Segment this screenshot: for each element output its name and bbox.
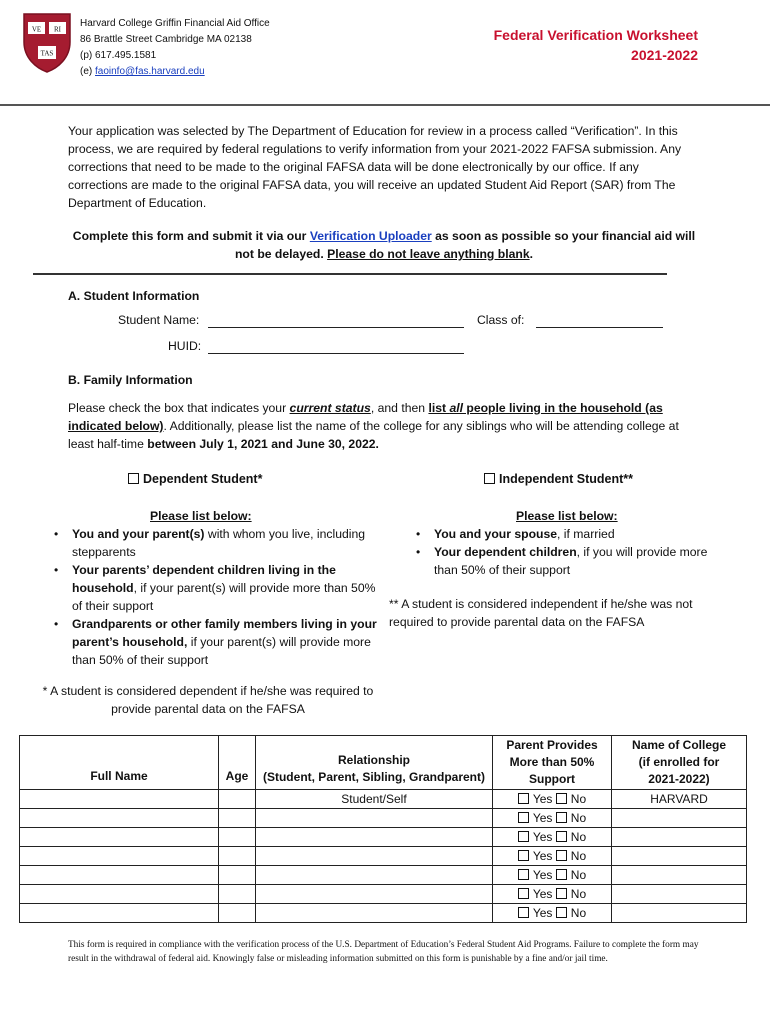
header-divider	[0, 104, 770, 106]
dep-item3-rest: if your parent(s) will provide more than 50% of their support	[72, 635, 371, 667]
yes-checkbox[interactable]	[518, 888, 529, 899]
support-cell	[493, 847, 612, 866]
age-cell[interactable]	[219, 790, 256, 809]
class-of-label: Class of:	[477, 313, 525, 327]
dependent-list	[54, 525, 380, 669]
ind-item1-bold: You and your spouse	[434, 527, 558, 541]
dep-item1-rest: with whom you live, including stepparents	[72, 527, 366, 559]
table-row	[20, 790, 747, 809]
ind-item2-bold: Your dependent children	[434, 545, 577, 559]
fam-text-3: , and then	[370, 401, 429, 415]
office-address: 86 Brattle Street Cambridge MA 02138	[80, 34, 252, 45]
relationship-cell[interactable]	[256, 904, 493, 923]
fam-text-7: . Additionally, please list the name of the college for any siblings who will be attending college at least half-time	[68, 419, 679, 451]
col-pp-3: Support	[529, 772, 575, 786]
list-item	[416, 525, 726, 543]
dependent-checkbox[interactable]	[128, 473, 139, 484]
yes-label: Yes	[532, 868, 553, 882]
yes-label: Yes	[532, 887, 553, 901]
fam-list: list	[428, 401, 450, 415]
college-cell[interactable]	[612, 828, 747, 847]
college-cell[interactable]	[612, 847, 747, 866]
table-row	[20, 866, 747, 885]
table-header-row	[20, 736, 747, 790]
support-cell	[493, 885, 612, 904]
col-pp-1: Parent Provides	[506, 738, 598, 752]
ind-item2-rest: , if you will provide more than 50% of their support	[434, 545, 708, 577]
dep-item1-bold: You and your parent(s)	[72, 527, 205, 541]
list-item	[54, 525, 380, 561]
instruction-text-3: Please do not leave anything blank	[327, 247, 530, 261]
no-label: No	[570, 830, 587, 844]
dependent-label: Dependent Student*	[143, 472, 263, 486]
dep-item2-rest: , if your parent(s) will provide more than 50% of their support	[72, 581, 376, 613]
title-line-2: 2021-2022	[631, 47, 698, 63]
table-row	[20, 847, 747, 866]
yes-label: Yes	[532, 792, 553, 806]
no-label: No	[570, 792, 587, 806]
dep-item3-bold: Grandparents or other family members living in your parent’s household,	[72, 617, 377, 649]
no-label: No	[570, 868, 587, 882]
col-col-1: Name of College	[631, 738, 727, 752]
col-full-name	[20, 736, 219, 790]
col-parent-provides	[493, 736, 612, 790]
svg-text:RI: RI	[54, 25, 61, 34]
independent-checkbox[interactable]	[484, 473, 495, 484]
no-label: No	[570, 811, 587, 825]
age-cell[interactable]	[219, 828, 256, 847]
instruction-text-1: Complete this form and submit it via our	[72, 229, 310, 243]
support-cell	[493, 866, 612, 885]
list-item	[54, 561, 380, 615]
independent-label: Independent Student**	[499, 472, 634, 486]
col-age-text: Age	[225, 769, 249, 783]
list-item	[54, 615, 380, 669]
independent-note: ** A student is considered independent if he/she was not required to provide parental data on the FAFSA	[389, 597, 693, 629]
no-checkbox[interactable]	[556, 831, 567, 842]
independent-list-title: Please list below:	[516, 509, 618, 523]
yes-checkbox[interactable]	[518, 812, 529, 823]
fam-text-1: Please check the box that indicates your	[68, 401, 290, 415]
col-rel-1: Relationship	[337, 753, 410, 767]
no-checkbox[interactable]	[556, 888, 567, 899]
full-name-cell[interactable]	[20, 847, 219, 866]
relationship-cell[interactable]	[256, 828, 493, 847]
age-cell[interactable]	[219, 809, 256, 828]
yes-label: Yes	[532, 849, 553, 863]
title-line-1: Federal Verification Worksheet	[493, 27, 698, 43]
verification-uploader-link[interactable]: Verification Uploader	[309, 229, 432, 243]
worksheet-title	[494, 25, 698, 65]
submit-instruction	[68, 227, 700, 263]
relationship-cell[interactable]	[256, 885, 493, 904]
office-contact	[80, 16, 270, 80]
fam-current-status: current status	[289, 401, 371, 415]
dep-item2-bold: Your parents’ dependent children living in the household	[72, 563, 336, 595]
student-name-field[interactable]	[208, 327, 464, 328]
email-prefix: (e)	[80, 66, 95, 77]
intro-paragraph: Your application was selected by The Department of Education for review in a process called “Verification”. In this process, we are required by federal regulations to verify information from your 2021-2022 FAFSA submission. Any corrections that need to be made to the original FAFSA data will be done electronically by our office. If any corrections are made to the original FAFSA data, you will receive an updated Student Aid Report (SAR) from The Department of Education.	[68, 124, 682, 210]
dependent-option[interactable]	[128, 472, 262, 486]
full-name-cell[interactable]	[20, 790, 219, 809]
relationship-cell[interactable]	[256, 809, 493, 828]
no-checkbox[interactable]	[556, 869, 567, 880]
family-table-body	[20, 790, 747, 923]
section-b-heading: B. Family Information	[68, 373, 193, 387]
instruction-text-2: as soon as possible so your financial aid will not be delayed.	[234, 229, 696, 261]
independent-option[interactable]	[484, 472, 633, 486]
full-name-cell[interactable]	[20, 866, 219, 885]
no-label: No	[570, 906, 587, 920]
email-link[interactable]: faoinfo@fas.harvard.edu	[95, 66, 205, 77]
fam-household: people living in the household (as indicated below)	[68, 401, 663, 433]
ind-item1-rest: , if married	[557, 527, 615, 541]
no-checkbox[interactable]	[556, 907, 567, 918]
relationship-cell[interactable]	[256, 866, 493, 885]
col-pp-2: More than 50%	[509, 755, 595, 769]
list-item	[416, 543, 726, 579]
dependent-list-title: Please list below:	[150, 509, 252, 523]
yes-checkbox[interactable]	[518, 869, 529, 880]
support-cell	[493, 828, 612, 847]
no-checkbox[interactable]	[556, 793, 567, 804]
college-cell[interactable]	[612, 809, 747, 828]
col-age	[219, 736, 256, 790]
fam-all: all	[449, 401, 463, 415]
office-email-line	[80, 64, 270, 80]
no-checkbox[interactable]	[556, 850, 567, 861]
svg-text:TAS: TAS	[40, 49, 54, 58]
fam-dates: between July 1, 2021 and June 30, 2022.	[147, 437, 379, 451]
yes-label: Yes	[532, 830, 553, 844]
relationship-cell[interactable]	[256, 847, 493, 866]
full-name-cell[interactable]	[20, 885, 219, 904]
yes-label: Yes	[532, 811, 553, 825]
college-cell[interactable]: HARVARD	[612, 790, 747, 809]
age-cell[interactable]	[219, 904, 256, 923]
family-table	[19, 735, 747, 923]
table-row	[20, 809, 747, 828]
yes-label: Yes	[532, 906, 553, 920]
yes-checkbox[interactable]	[518, 793, 529, 804]
no-checkbox[interactable]	[556, 812, 567, 823]
full-name-cell[interactable]	[20, 904, 219, 923]
col-full-name-text: Full Name	[90, 769, 148, 783]
support-cell	[493, 809, 612, 828]
full-name-cell[interactable]	[20, 828, 219, 847]
support-cell	[493, 790, 612, 809]
college-cell[interactable]	[612, 885, 747, 904]
table-row	[20, 904, 747, 923]
college-cell[interactable]	[612, 866, 747, 885]
yes-checkbox[interactable]	[518, 850, 529, 861]
svg-text:VE: VE	[31, 25, 42, 34]
student-name-label: Student Name:	[118, 313, 200, 327]
col-col-3: 2021-2022)	[648, 772, 710, 786]
harvard-shield-logo	[22, 12, 72, 74]
section-divider	[33, 273, 667, 275]
office-name: Harvard College Griffin Financial Aid Office	[80, 18, 270, 29]
huid-label: HUID:	[168, 339, 202, 353]
huid-field[interactable]	[208, 353, 464, 354]
age-cell[interactable]	[219, 866, 256, 885]
relationship-cell[interactable]: Student/Self	[256, 790, 493, 809]
dependent-note: * A student is considered dependent if he/she was required to provide parental data on the FAFSA	[42, 684, 374, 716]
age-cell[interactable]	[219, 885, 256, 904]
col-college	[612, 736, 747, 790]
yes-checkbox[interactable]	[518, 831, 529, 842]
table-row	[20, 828, 747, 847]
no-label: No	[570, 849, 587, 863]
section-a-heading: A. Student Information	[68, 289, 200, 303]
col-relationship	[256, 736, 493, 790]
instruction-text-4: .	[529, 247, 533, 261]
legal-footer: This form is required in compliance with the verification process of the U.S. Department of Education’s Federal Student Aid Programs. Failure to complete the form may result in the withdrawal of federal aid. Knowingly false or misleading information submitted on this form is punishable by a fine and/or jail time.	[68, 940, 699, 964]
class-of-field[interactable]	[536, 327, 663, 328]
independent-list	[416, 525, 726, 579]
yes-checkbox[interactable]	[518, 907, 529, 918]
office-phone: (p) 617.495.1581	[80, 50, 157, 61]
age-cell[interactable]	[219, 847, 256, 866]
family-instructions	[68, 399, 700, 453]
no-label: No	[570, 887, 587, 901]
full-name-cell[interactable]	[20, 809, 219, 828]
col-rel-2: (Student, Parent, Sibling, Grandparent)	[262, 770, 485, 784]
college-cell[interactable]	[612, 904, 747, 923]
table-row	[20, 885, 747, 904]
col-col-2: (if enrolled for	[638, 755, 720, 769]
support-cell	[493, 904, 612, 923]
